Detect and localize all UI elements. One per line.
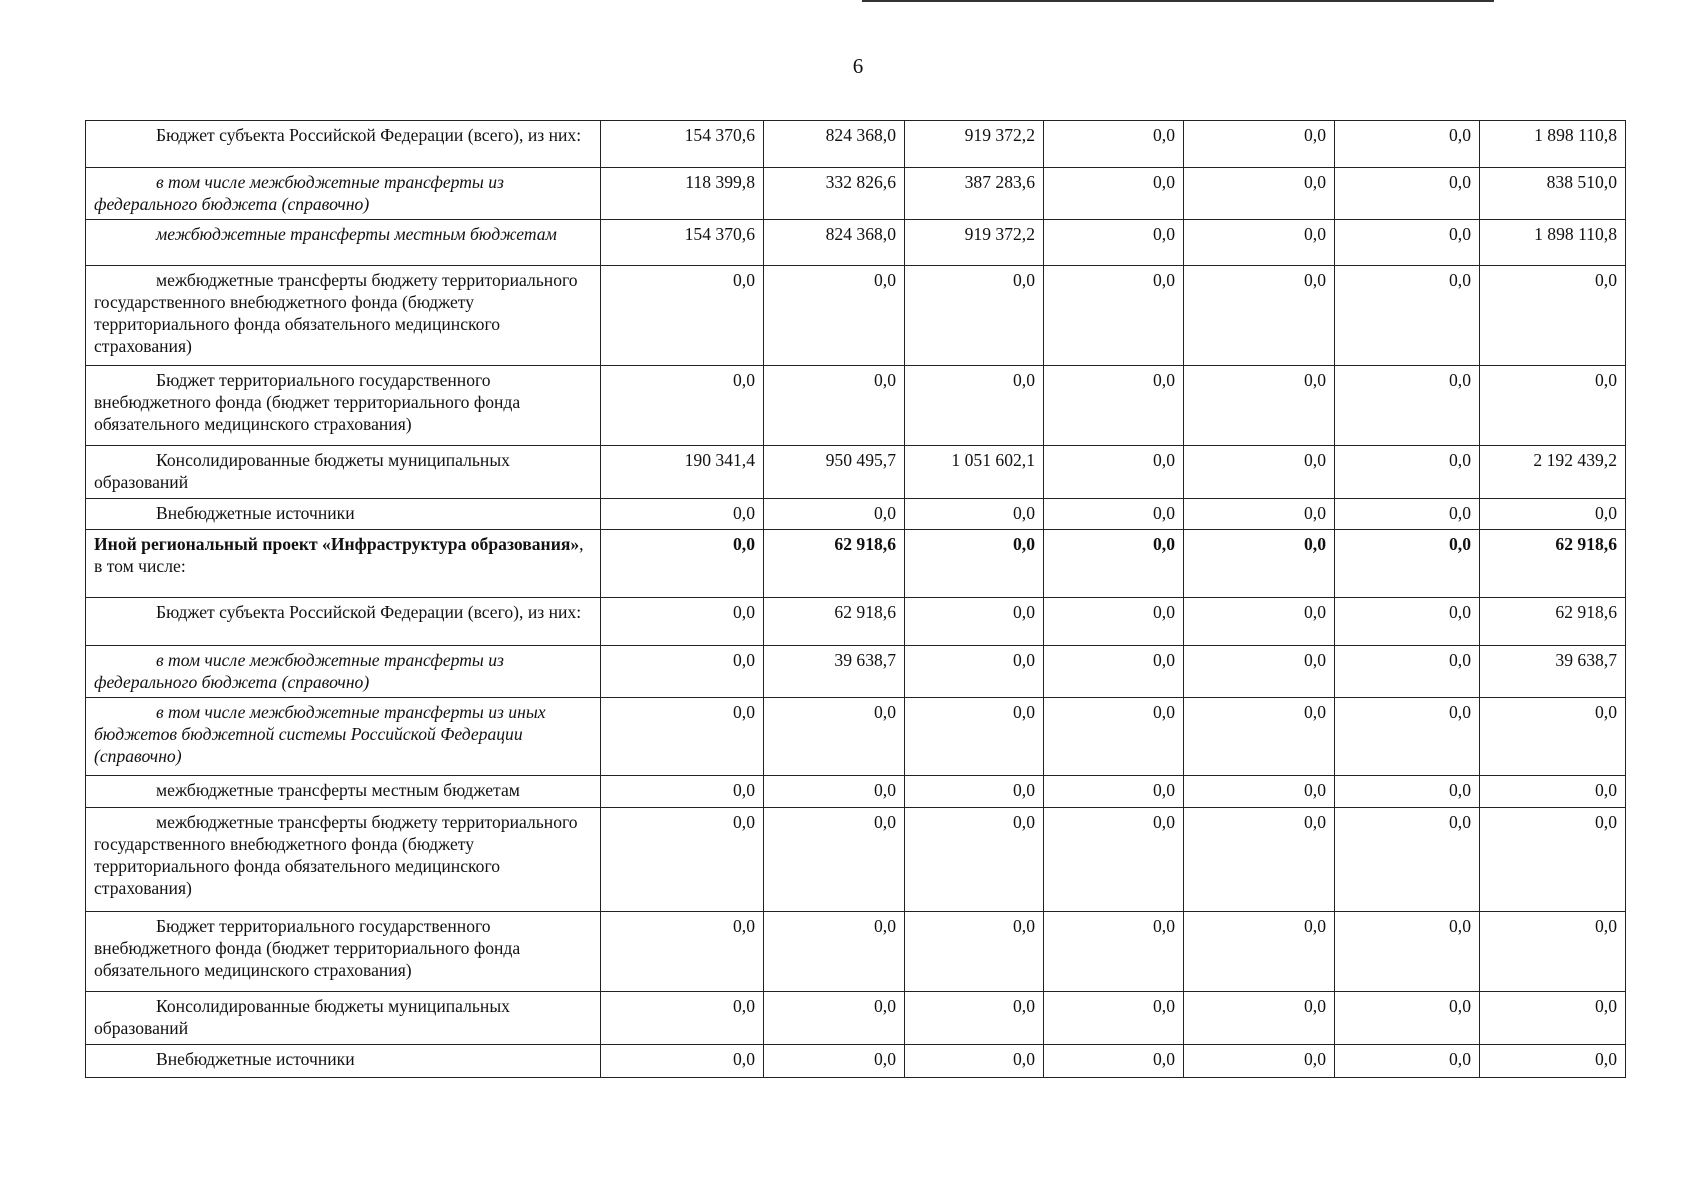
value-cell: 0,0 xyxy=(764,499,905,530)
value-cell: 0,0 xyxy=(1184,808,1335,912)
row-label-text: межбюджетные трансферты местным бюджетам xyxy=(156,780,520,800)
page-number: 6 xyxy=(852,54,864,78)
value-cell: 0,0 xyxy=(1184,646,1335,698)
value-cell: 0,0 xyxy=(1335,446,1480,499)
value-cell: 0,0 xyxy=(601,598,764,646)
value-cell: 0,0 xyxy=(601,808,764,912)
value-cell: 1 051 602,1 xyxy=(905,446,1044,499)
row-label xyxy=(86,530,601,598)
value-cell: 0,0 xyxy=(764,266,905,366)
value-cell: 0,0 xyxy=(601,266,764,366)
value-cell: 0,0 xyxy=(905,266,1044,366)
value-cell: 387 283,6 xyxy=(905,168,1044,220)
value-cell: 0,0 xyxy=(1335,646,1480,698)
row-label xyxy=(86,499,601,530)
value-cell: 0,0 xyxy=(1044,598,1184,646)
value-cell: 0,0 xyxy=(1184,912,1335,992)
value-cell: 0,0 xyxy=(1184,1045,1335,1078)
value-cell: 0,0 xyxy=(1044,366,1184,446)
value-cell: 0,0 xyxy=(1044,220,1184,266)
value-cell: 0,0 xyxy=(601,499,764,530)
value-cell: 950 495,7 xyxy=(764,446,905,499)
value-cell: 0,0 xyxy=(1044,168,1184,220)
value-cell: 0,0 xyxy=(764,808,905,912)
table-row xyxy=(86,598,1626,646)
value-cell: 0,0 xyxy=(1335,598,1480,646)
row-label xyxy=(86,121,601,168)
table-row xyxy=(86,646,1626,698)
value-cell: 0,0 xyxy=(601,366,764,446)
value-cell: 0,0 xyxy=(905,992,1044,1045)
value-cell: 154 370,6 xyxy=(601,220,764,266)
value-cell: 0,0 xyxy=(1335,1045,1480,1078)
table-row xyxy=(86,776,1626,808)
value-cell: 0,0 xyxy=(1184,499,1335,530)
value-cell: 0,0 xyxy=(1335,776,1480,808)
value-cell: 0,0 xyxy=(905,912,1044,992)
table-row xyxy=(86,220,1626,266)
value-cell: 0,0 xyxy=(1335,266,1480,366)
value-cell: 1 898 110,8 xyxy=(1480,121,1626,168)
value-cell: 0,0 xyxy=(905,776,1044,808)
value-cell: 62 918,6 xyxy=(1480,598,1626,646)
value-cell: 0,0 xyxy=(1335,698,1480,776)
row-label-text: Бюджет субъекта Российской Федерации (всего), из них: xyxy=(156,602,582,622)
value-cell: 2 192 439,2 xyxy=(1480,446,1626,499)
table-row xyxy=(86,366,1626,446)
table-row xyxy=(86,499,1626,530)
value-cell: 0,0 xyxy=(601,646,764,698)
value-cell: 0,0 xyxy=(764,912,905,992)
row-label-text: в том числе межбюджетные трансферты из федерального бюджета (справочно) xyxy=(94,172,504,214)
row-label-text: межбюджетные трансферты бюджету территориального государственного внебюджетного фонда (бюджету территориального фонда обязательного медицинского страхования) xyxy=(94,270,578,356)
value-cell: 62 918,6 xyxy=(764,598,905,646)
value-cell: 0,0 xyxy=(1044,646,1184,698)
value-cell: 0,0 xyxy=(601,1045,764,1078)
row-label xyxy=(86,1045,601,1078)
row-label-text: межбюджетные трансферты бюджету территориального государственного внебюджетного фонда (бюджету территориального фонда обязательного медицинского страхования) xyxy=(94,812,578,898)
value-cell: 0,0 xyxy=(1480,499,1626,530)
row-label xyxy=(86,992,601,1045)
value-cell: 0,0 xyxy=(601,912,764,992)
row-label-text: Консолидированные бюджеты муниципальных образований xyxy=(94,450,510,492)
value-cell: 0,0 xyxy=(601,776,764,808)
value-cell: 1 898 110,8 xyxy=(1480,220,1626,266)
row-label xyxy=(86,220,601,266)
table-row xyxy=(86,992,1626,1045)
value-cell: 118 399,8 xyxy=(601,168,764,220)
value-cell: 0,0 xyxy=(905,530,1044,598)
table-row xyxy=(86,698,1626,776)
value-cell: 0,0 xyxy=(905,366,1044,446)
value-cell: 0,0 xyxy=(1184,168,1335,220)
value-cell: 0,0 xyxy=(1335,992,1480,1045)
value-cell: 0,0 xyxy=(1335,912,1480,992)
value-cell: 0,0 xyxy=(1184,992,1335,1045)
value-cell: 0,0 xyxy=(1184,266,1335,366)
value-cell: 62 918,6 xyxy=(1480,530,1626,598)
value-cell: 0,0 xyxy=(601,530,764,598)
value-cell: 0,0 xyxy=(1335,220,1480,266)
value-cell: 0,0 xyxy=(905,598,1044,646)
table-row xyxy=(86,1045,1626,1078)
value-cell: 0,0 xyxy=(1184,220,1335,266)
value-cell: 0,0 xyxy=(601,698,764,776)
row-label xyxy=(86,266,601,366)
value-cell: 190 341,4 xyxy=(601,446,764,499)
table-row xyxy=(86,121,1626,168)
value-cell: 0,0 xyxy=(905,808,1044,912)
value-cell: 0,0 xyxy=(1184,530,1335,598)
row-label-suffix: , в том числе: xyxy=(94,534,584,576)
row-label-text: Иной региональный проект «Инфраструктура образования» xyxy=(94,534,580,554)
table-row xyxy=(86,168,1626,220)
row-label-text: Бюджет территориального государственного внебюджетного фонда (бюджет территориального фонда обязательного медицинского страхования) xyxy=(94,370,521,434)
table-row xyxy=(86,808,1626,912)
value-cell: 0,0 xyxy=(1044,698,1184,776)
row-label-text: Внебюджетные источники xyxy=(156,503,355,523)
table-row xyxy=(86,446,1626,499)
row-label-text: в том числе межбюджетные трансферты из федерального бюджета (справочно) xyxy=(94,650,504,692)
value-cell: 0,0 xyxy=(1335,366,1480,446)
table-row xyxy=(86,266,1626,366)
row-label-text: Бюджет территориального государственного внебюджетного фонда (бюджет территориального фонда обязательного медицинского страхования) xyxy=(94,916,521,980)
value-cell: 0,0 xyxy=(764,776,905,808)
value-cell: 0,0 xyxy=(1480,266,1626,366)
value-cell: 0,0 xyxy=(1480,992,1626,1045)
row-label-text: Бюджет субъекта Российской Федерации (всего), из них: xyxy=(156,125,582,145)
value-cell: 0,0 xyxy=(1335,530,1480,598)
value-cell: 0,0 xyxy=(1044,121,1184,168)
value-cell: 0,0 xyxy=(1044,530,1184,598)
value-cell: 0,0 xyxy=(1044,992,1184,1045)
value-cell: 0,0 xyxy=(1184,366,1335,446)
value-cell: 0,0 xyxy=(1044,446,1184,499)
value-cell: 0,0 xyxy=(1335,168,1480,220)
row-label xyxy=(86,446,601,499)
value-cell: 0,0 xyxy=(1184,446,1335,499)
table-row xyxy=(86,912,1626,992)
value-cell: 0,0 xyxy=(1044,912,1184,992)
value-cell: 0,0 xyxy=(1480,1045,1626,1078)
value-cell: 0,0 xyxy=(1480,776,1626,808)
value-cell: 0,0 xyxy=(905,499,1044,530)
row-label xyxy=(86,168,601,220)
value-cell: 0,0 xyxy=(1335,499,1480,530)
value-cell: 0,0 xyxy=(1044,776,1184,808)
row-label xyxy=(86,776,601,808)
value-cell: 154 370,6 xyxy=(601,121,764,168)
value-cell: 0,0 xyxy=(1480,912,1626,992)
value-cell: 0,0 xyxy=(764,1045,905,1078)
value-cell: 919 372,2 xyxy=(905,220,1044,266)
value-cell: 0,0 xyxy=(1480,808,1626,912)
value-cell: 0,0 xyxy=(1044,499,1184,530)
value-cell: 919 372,2 xyxy=(905,121,1044,168)
value-cell: 0,0 xyxy=(1044,808,1184,912)
row-label xyxy=(86,808,601,912)
value-cell: 0,0 xyxy=(1184,598,1335,646)
value-cell: 0,0 xyxy=(905,646,1044,698)
value-cell: 0,0 xyxy=(1044,266,1184,366)
value-cell: 0,0 xyxy=(1184,776,1335,808)
value-cell: 0,0 xyxy=(905,698,1044,776)
value-cell: 62 918,6 xyxy=(764,530,905,598)
row-label xyxy=(86,912,601,992)
value-cell: 0,0 xyxy=(1480,366,1626,446)
row-label-text: Консолидированные бюджеты муниципальных образований xyxy=(94,996,510,1038)
top-rule xyxy=(862,0,1494,2)
value-cell: 0,0 xyxy=(1335,121,1480,168)
row-label xyxy=(86,646,601,698)
table-row xyxy=(86,530,1626,598)
row-label-text: межбюджетные трансферты местным бюджетам xyxy=(156,224,557,244)
value-cell: 0,0 xyxy=(1044,1045,1184,1078)
value-cell: 0,0 xyxy=(764,698,905,776)
value-cell: 0,0 xyxy=(905,1045,1044,1078)
value-cell: 39 638,7 xyxy=(1480,646,1626,698)
value-cell: 0,0 xyxy=(1480,698,1626,776)
value-cell: 824 368,0 xyxy=(764,121,905,168)
value-cell: 0,0 xyxy=(764,366,905,446)
row-label xyxy=(86,366,601,446)
value-cell: 332 826,6 xyxy=(764,168,905,220)
value-cell: 838 510,0 xyxy=(1480,168,1626,220)
row-label-text: в том числе межбюджетные трансферты из иных бюджетов бюджетной системы Российской Федерации (справочно) xyxy=(94,702,546,766)
row-label-text: Внебюджетные источники xyxy=(156,1049,355,1069)
value-cell: 0,0 xyxy=(1335,808,1480,912)
row-label xyxy=(86,698,601,776)
value-cell: 0,0 xyxy=(601,992,764,1045)
value-cell: 39 638,7 xyxy=(764,646,905,698)
value-cell: 0,0 xyxy=(1184,698,1335,776)
budget-table xyxy=(85,120,1626,1078)
value-cell: 824 368,0 xyxy=(764,220,905,266)
row-label xyxy=(86,598,601,646)
value-cell: 0,0 xyxy=(1184,121,1335,168)
value-cell: 0,0 xyxy=(764,992,905,1045)
